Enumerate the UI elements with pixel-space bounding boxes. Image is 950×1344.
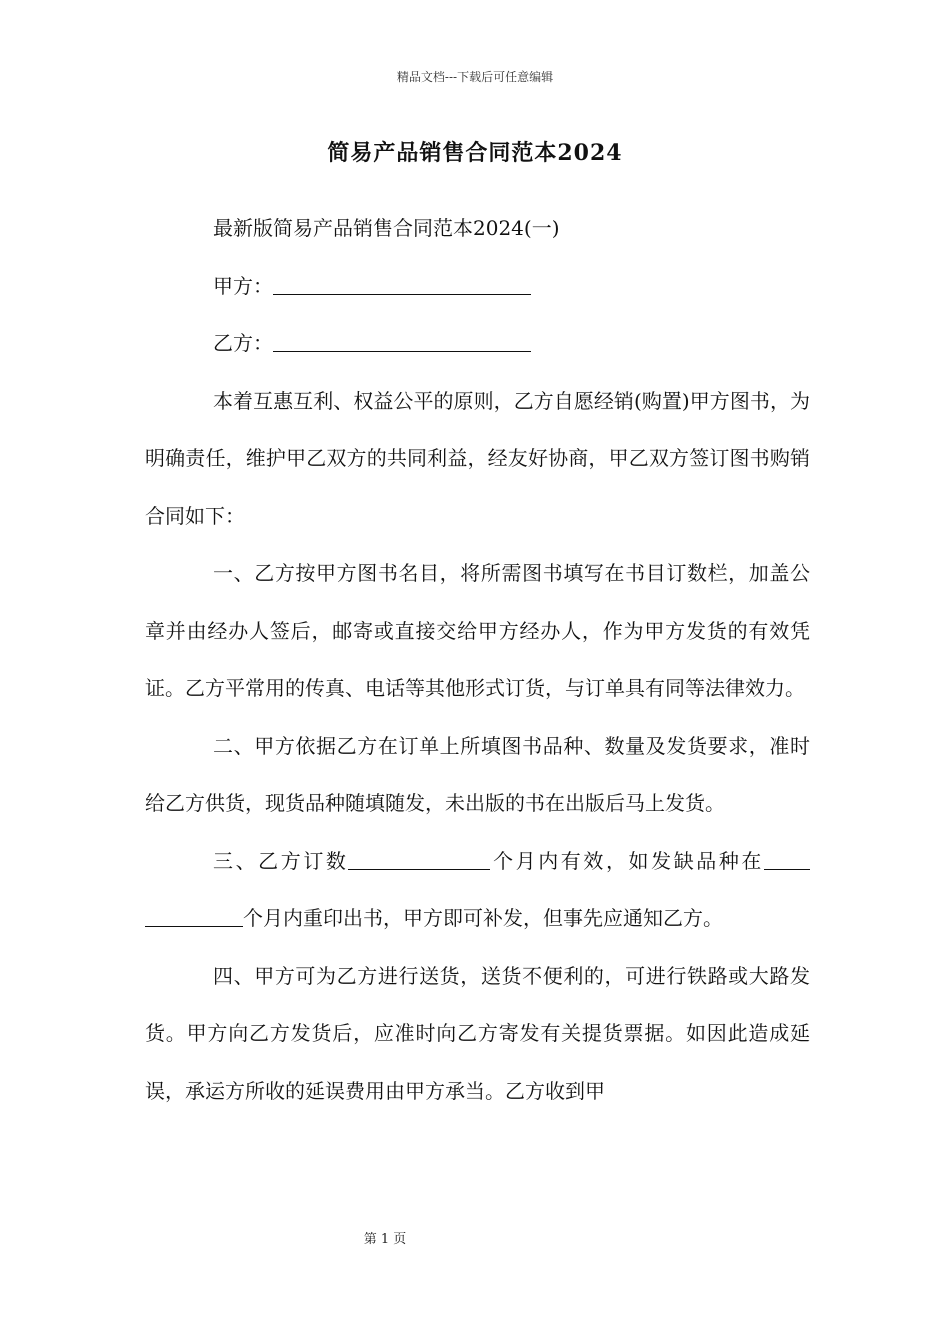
page-number: 第 1 页 (363, 1232, 407, 1247)
party-b-line (145, 315, 810, 373)
document-body (145, 200, 810, 1120)
clause-4: 四、甲方可为乙方进行送货，送货不便利的，可进行铁路或大路发货。甲方向乙方发货后，应准时向乙方寄发有关提货票据。如因此造成延误，承运方所收的延误费用由甲方承当。乙方收到甲 (145, 963, 810, 1103)
clause-3 (145, 833, 810, 948)
clause-3-validity-blank (348, 851, 490, 870)
clause-3-reprint-blank-b (145, 908, 243, 927)
clause-2: 二、甲方依据乙方在订单上所填图书品种、数量及发货要求，准时给乙方供货，现货品种随填随发，未出版的书在出版后马上发货。 (145, 733, 810, 815)
clause-3-part-1: 三、乙方订数 (213, 848, 349, 873)
intro-paragraph: 本着互惠互利、权益公平的原则，乙方自愿经销(购置)甲方图书，为明确责任，维护甲乙双方的共同利益，经友好协商，甲乙双方签订图书购销合同如下： (145, 388, 810, 528)
clause-3-part-3: 个月内重印出书，甲方即可补发，但事先应通知乙方。 (243, 906, 723, 930)
document-subtitle: 最新版简易产品销售合同范本2024(一) (213, 216, 560, 240)
clause-3-reprint-blank-a (764, 851, 810, 870)
document-title: 简易产品销售合同范本2024 (327, 140, 623, 166)
party-a-blank (273, 276, 531, 295)
header-note: 精品文档---下载后可任意编辑 (396, 70, 554, 84)
party-a-line (145, 258, 810, 316)
party-a-label: 甲方： (213, 273, 273, 298)
party-b-blank (273, 333, 531, 352)
clause-3-part-2: 个月内有效，如发缺品种在 (490, 848, 765, 873)
clause-1: 一、乙方按甲方图书名目，将所需图书填写在书目订数栏，加盖公章并由经办人签后，邮寄或直接交给甲方经办人，作为甲方发货的有效凭证。乙方平常用的传真、电话等其他形式订货，与订单具有同等法律效力。 (145, 561, 810, 700)
party-b-label: 乙方： (213, 331, 273, 355)
